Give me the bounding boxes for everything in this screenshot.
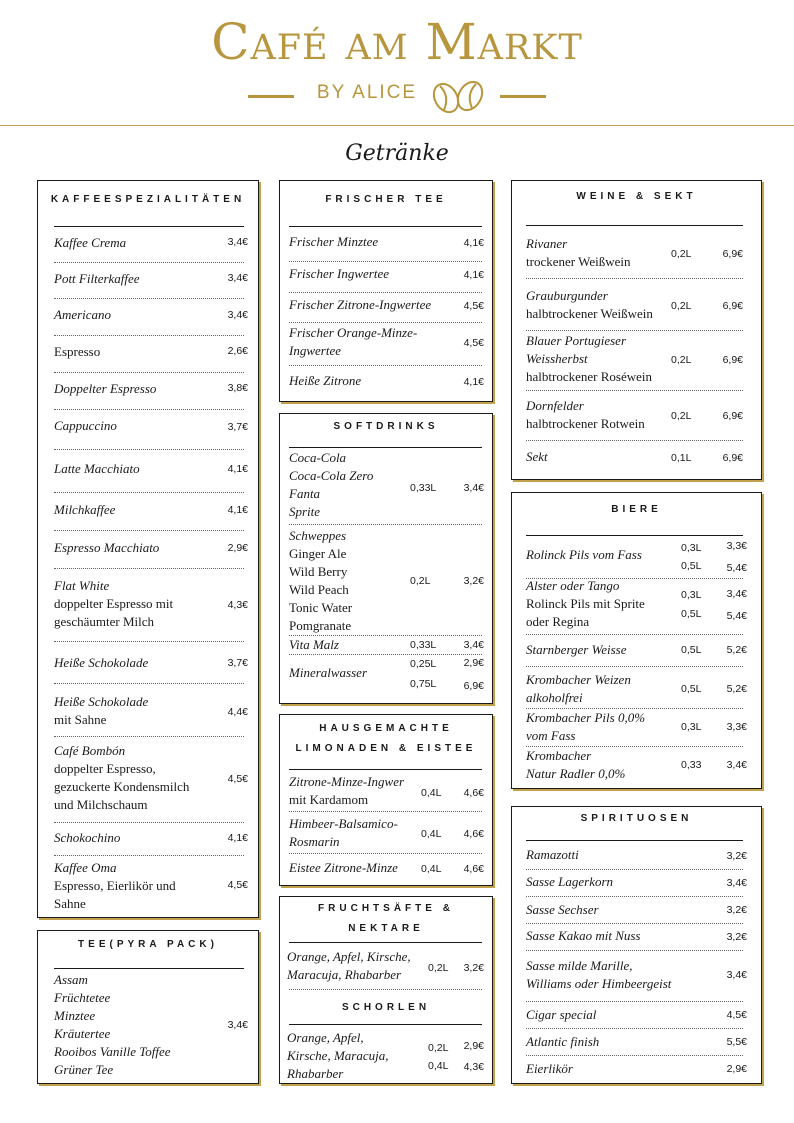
wine-size: 0,2L	[671, 354, 692, 366]
wine-name: Sekt	[526, 449, 548, 464]
wine-name: Grauburgunder	[526, 288, 608, 303]
menu-item-name: mit Kardamom	[289, 792, 369, 807]
menu-item-name: Americano	[54, 307, 112, 322]
kaffee-card	[37, 180, 259, 918]
divider	[526, 840, 743, 841]
menu-item-name: Latte Macchiato	[54, 461, 140, 476]
divider	[289, 853, 482, 854]
divider	[54, 335, 244, 336]
menu-item-name: Orange, Apfel,	[287, 1030, 364, 1045]
drink-name: Tonic Water	[289, 600, 353, 615]
beer-price: 3,4€	[726, 759, 747, 771]
menu-item-name: Maracuja, Rhabarber	[287, 967, 402, 982]
divider	[526, 535, 743, 536]
schorlen-title: SCHORLEN	[341, 1002, 431, 1013]
menu-header	[0, 0, 794, 126]
drink-size: 0,4L	[428, 1060, 449, 1072]
drink-price: 4,6€	[463, 863, 484, 875]
wine-description: halbtrockener Weißwein	[526, 306, 653, 321]
divider	[289, 447, 482, 448]
spirituosen-title: SPIRITUOSEN	[580, 813, 693, 824]
menu-item-price: 3,4€	[227, 236, 248, 248]
divider	[289, 261, 482, 262]
beer-size: 0,3L	[681, 721, 702, 733]
menu-item-price: 2,6€	[227, 345, 248, 357]
tea-name: Assam	[54, 972, 88, 987]
drink-price: 4,6€	[463, 828, 484, 840]
menu-item-description: Espresso, Eierlikör und	[54, 878, 176, 893]
menu-item-price: 3,4€	[227, 1019, 248, 1031]
spirit-name: Eierlikör	[526, 1061, 573, 1076]
spirituosen-card	[511, 806, 762, 1084]
wine-name: Weissherbst	[526, 351, 588, 366]
divider	[54, 530, 244, 531]
spirit-price: 3,2€	[726, 931, 747, 943]
divider	[54, 968, 244, 969]
spirit-price: 3,4€	[726, 877, 747, 889]
softdrinks-title: SOFTDRINKS	[333, 421, 439, 432]
beer-size: 0,5L	[681, 683, 702, 695]
drink-name: Schweppes	[289, 528, 347, 543]
beer-name: Alster oder Tango	[526, 578, 620, 593]
divider	[289, 524, 482, 525]
spirit-price: 4,5€	[726, 1009, 747, 1021]
menu-item-name: Doppelter Espresso	[54, 381, 157, 396]
weine-title: WEINE & SEKT	[576, 191, 697, 202]
cafe-name: Café am Markt	[211, 13, 583, 71]
menu-item-name: Zitrone-Minze-Ingwer	[289, 774, 405, 789]
menu-item-name: Himbeer-Balsamico-	[289, 816, 398, 831]
divider	[289, 942, 482, 943]
divider	[526, 869, 743, 870]
spirit-price: 5,5€	[726, 1036, 747, 1048]
divider	[54, 298, 244, 299]
menu-item-name: Kaffee Oma	[54, 860, 117, 875]
menu-item-description: geschäumter Milch	[54, 614, 154, 629]
menu-item-description: mit Sahne	[54, 712, 107, 727]
menu-item-price: 4,5€	[227, 773, 248, 785]
spirit-name: Sasse Lagerkorn	[526, 874, 614, 889]
menu-item-price: 4,1€	[227, 504, 248, 516]
divider	[526, 1055, 743, 1056]
menu-item-price: 2,9€	[227, 542, 248, 554]
menu-item-price: 4,3€	[227, 599, 248, 611]
biere-card	[511, 492, 762, 789]
wine-price: 6,9€	[722, 300, 743, 312]
drink-name: Ginger Ale	[289, 546, 347, 561]
divider	[54, 855, 244, 856]
wine-price: 6,9€	[722, 354, 743, 366]
frischer-tee-title: FRISCHER TEE	[325, 194, 447, 205]
spirit-name: Sasse Kakao mit Nuss	[526, 928, 641, 943]
divider	[289, 322, 482, 323]
drink-price: 3,4€	[463, 639, 484, 651]
menu-item-price: 3,4€	[227, 309, 248, 321]
menu-item-name: Rosmarin	[289, 834, 340, 849]
limonaden-title: HAUSGEMACHTE	[319, 723, 453, 734]
wine-price: 6,9€	[722, 248, 743, 260]
menu-item-price: 3,7€	[227, 657, 248, 669]
menu-item-price: 4,1€	[463, 269, 484, 281]
divider	[54, 736, 244, 737]
drink-name: Vita Malz	[289, 637, 339, 652]
spirit-name: Ramazotti	[526, 847, 579, 862]
drink-name: Sprite	[289, 504, 321, 519]
spirit-price: 3,4€	[726, 969, 747, 981]
divider	[526, 390, 743, 391]
menu-item-price: 4,1€	[227, 832, 248, 844]
drink-price: 4,3€	[463, 1061, 484, 1073]
menu-item-name: Espresso	[54, 344, 101, 359]
right-gold-rule	[500, 95, 546, 98]
divider	[289, 989, 482, 990]
beer-size: 0,5L	[681, 560, 702, 572]
beer-price: 3,3€	[726, 540, 747, 552]
menu-item-price: 4,5€	[227, 879, 248, 891]
tea-name: Grüner Tee	[54, 1062, 114, 1077]
wine-description: halbtrockener Rotwein	[526, 416, 645, 431]
divider	[54, 226, 244, 227]
wine-description: halbtrockener Roséwein	[526, 369, 652, 384]
divider	[526, 634, 743, 635]
tea-name: Minztee	[54, 1008, 96, 1023]
menu-item-price: 4,4€	[227, 706, 248, 718]
drink-name: Wild Peach	[289, 582, 349, 597]
drink-price: 3,4€	[463, 482, 484, 494]
drink-price: 4,6€	[463, 787, 484, 799]
tea-name: Rooibos Vanille Toffee	[54, 1044, 171, 1059]
beer-name: Krombacher	[526, 748, 592, 763]
beer-description: oder Regina	[526, 614, 590, 629]
tea-name: Früchtetee	[54, 990, 111, 1005]
divider	[289, 292, 482, 293]
drink-size: 0,33L	[410, 482, 437, 494]
divider	[526, 440, 743, 441]
saefte-title: FRUCHTSÄFTE &	[318, 903, 454, 914]
menu-item-price: 3,8€	[227, 382, 248, 394]
divider	[289, 769, 482, 770]
biere-title: BIERE	[611, 504, 662, 515]
divider	[54, 449, 244, 450]
divider	[526, 1028, 743, 1029]
divider	[289, 365, 482, 366]
drink-price: 6,9€	[463, 680, 484, 692]
limonaden-title: LIMONADEN & EISTEE	[295, 743, 477, 754]
beer-name: Natur Radler 0,0%	[526, 766, 626, 781]
section-subtitle: Getränke	[345, 141, 449, 166]
beer-name: Rolinck Pils vom Fass	[526, 547, 642, 562]
menu-item-name: Ingwertee	[289, 343, 341, 358]
wine-description: trockener Weißwein	[526, 254, 631, 269]
wine-size: 0,2L	[671, 248, 692, 260]
menu-item-description: doppelter Espresso,	[54, 761, 156, 776]
drink-size: 0,2L	[410, 575, 431, 587]
divider	[54, 262, 244, 263]
spirit-name: Sasse milde Marille,	[526, 958, 633, 973]
spirit-price: 3,2€	[726, 850, 747, 862]
drink-name: Coca-Cola	[289, 450, 347, 465]
menu-item-name: Flat White	[54, 578, 110, 593]
wine-name: Rivaner	[526, 236, 568, 251]
drink-name: Mineralwasser	[289, 665, 367, 680]
beer-description: Rolinck Pils mit Sprite	[526, 596, 645, 611]
wine-name: Blauer Portugieser	[526, 333, 627, 348]
saefte-title: NEKTARE	[348, 923, 424, 934]
spirit-price: 3,2€	[726, 904, 747, 916]
divider	[54, 372, 244, 373]
drink-price: 2,9€	[463, 1040, 484, 1052]
menu-item-name: Café Bombón	[54, 743, 126, 758]
menu-item-name: Heiße Schokolade	[54, 694, 149, 709]
beer-size: 0,5L	[681, 644, 702, 656]
drink-size: 0,4L	[421, 863, 442, 875]
spirit-price: 2,9€	[726, 1063, 747, 1075]
menu-item-name: Frischer Minztee	[289, 234, 379, 249]
wine-size: 0,2L	[671, 300, 692, 312]
tee-pyra-card	[37, 930, 259, 1084]
wine-name: Dornfelder	[526, 398, 584, 413]
drink-size: 0,2L	[428, 1042, 449, 1054]
menu-item-name: Pott Filterkaffee	[54, 271, 140, 286]
beer-price: 3,4€	[726, 588, 747, 600]
menu-item-description: und Milchschaum	[54, 797, 148, 812]
drink-name: Fanta	[289, 486, 321, 501]
drink-price: 3,2€	[463, 962, 484, 974]
beer-size: 0,3L	[681, 589, 702, 601]
divider	[289, 226, 482, 227]
softdrinks-card	[279, 413, 493, 704]
menu-item-price: 3,4€	[227, 272, 248, 284]
beer-name: alkoholfrei	[526, 690, 583, 705]
drink-size: 0,33L	[410, 639, 437, 651]
beer-price: 5,4€	[726, 610, 747, 622]
menu-item-price: 4,1€	[463, 376, 484, 388]
drink-size: 0,75L	[410, 678, 437, 690]
divider	[526, 923, 743, 924]
menu-item-name: Heiße Zitrone	[289, 373, 362, 388]
wine-size: 0,1L	[671, 452, 692, 464]
drink-price: 3,2€	[463, 575, 484, 587]
divider	[54, 492, 244, 493]
byline: BY ALICE	[316, 82, 418, 103]
menu-item-name: Orange, Apfel, Kirsche,	[287, 949, 411, 964]
menu-item-price: 4,5€	[463, 337, 484, 349]
drink-name: Pomgranate	[289, 618, 352, 633]
menu-item-description: Sahne	[54, 896, 86, 911]
menu-item-name: Eistee Zitrone-Minze	[289, 860, 398, 875]
drink-name: Coca-Cola Zero	[289, 468, 374, 483]
menu-item-name: Rhabarber	[287, 1066, 344, 1081]
menu-item-name: Schokochino	[54, 830, 121, 845]
menu-item-description: doppelter Espresso mit	[54, 596, 174, 611]
divider	[526, 950, 743, 951]
beer-price: 5,4€	[726, 562, 747, 574]
frischer-tee-card	[279, 180, 493, 402]
menu-item-price: 4,5€	[463, 300, 484, 312]
tee-pyra-title: TEE(PYRA PACK)	[78, 939, 218, 950]
weine-card	[511, 180, 762, 480]
menu-item-price: 3,7€	[227, 421, 248, 433]
divider	[526, 330, 743, 331]
beer-name: vom Fass	[526, 728, 576, 743]
beer-price: 5,2€	[726, 644, 747, 656]
divider	[526, 666, 743, 667]
drink-size: 0,4L	[421, 787, 442, 799]
menu-item-name: Cappuccino	[54, 418, 117, 433]
divider	[54, 568, 244, 569]
beer-name: Krombacher Weizen	[526, 672, 631, 687]
menu-item-name: Milchkaffee	[54, 502, 116, 517]
divider	[526, 1001, 743, 1002]
spirit-name: Williams oder Himbeergeist	[526, 976, 672, 991]
tea-name: Kräutertee	[54, 1026, 111, 1041]
menu-item-name: Espresso Macchiato	[54, 540, 160, 555]
menu-item-price: 4,1€	[463, 237, 484, 249]
kaffee-title: KAFFEESPEZIALITÄTEN	[50, 194, 246, 205]
spirit-name: Cigar special	[526, 1007, 597, 1022]
beer-name: Krombacher Pils 0,0%	[526, 710, 646, 725]
beer-size: 0,5L	[681, 608, 702, 620]
menu-item-description: gezuckerte Kondensmilch	[54, 779, 190, 794]
saefte-card	[279, 896, 493, 1084]
divider	[54, 683, 244, 684]
coffee-beans-icon	[430, 76, 488, 116]
divider	[526, 278, 743, 279]
divider	[526, 896, 743, 897]
beer-name: Starnberger Weisse	[526, 642, 627, 657]
divider	[54, 822, 244, 823]
beer-price: 5,2€	[726, 683, 747, 695]
wine-price: 6,9€	[722, 452, 743, 464]
divider	[54, 641, 244, 642]
menu-item-name: Kirsche, Maracuja,	[287, 1048, 389, 1063]
spirit-name: Atlantic finish	[526, 1034, 600, 1049]
divider	[289, 811, 482, 812]
beer-price: 3,3€	[726, 721, 747, 733]
divider	[289, 1024, 482, 1025]
limonaden-card	[279, 714, 493, 886]
drink-name: Wild Berry	[289, 564, 348, 579]
drink-size: 0,2L	[428, 962, 449, 974]
beer-size: 0,33	[681, 759, 702, 771]
divider	[526, 225, 743, 226]
wine-price: 6,9€	[722, 410, 743, 422]
divider	[54, 409, 244, 410]
drink-size: 0,4L	[421, 828, 442, 840]
menu-item-name: Heiße Schokolade	[54, 655, 149, 670]
menu-item-name: Kaffee Crema	[54, 235, 127, 250]
drink-size: 0,25L	[410, 658, 437, 670]
menu-item-price: 4,1€	[227, 463, 248, 475]
wine-size: 0,2L	[671, 410, 692, 422]
drink-price: 2,9€	[463, 657, 484, 669]
menu-item-name: Frischer Orange-Minze-	[289, 325, 418, 340]
divider	[289, 654, 482, 655]
beer-size: 0,3L	[681, 542, 702, 554]
menu-item-name: Frischer Zitrone-Ingwertee	[289, 297, 432, 312]
spirit-name: Sasse Sechser	[526, 902, 599, 917]
menu-item-name: Frischer Ingwertee	[289, 266, 390, 281]
